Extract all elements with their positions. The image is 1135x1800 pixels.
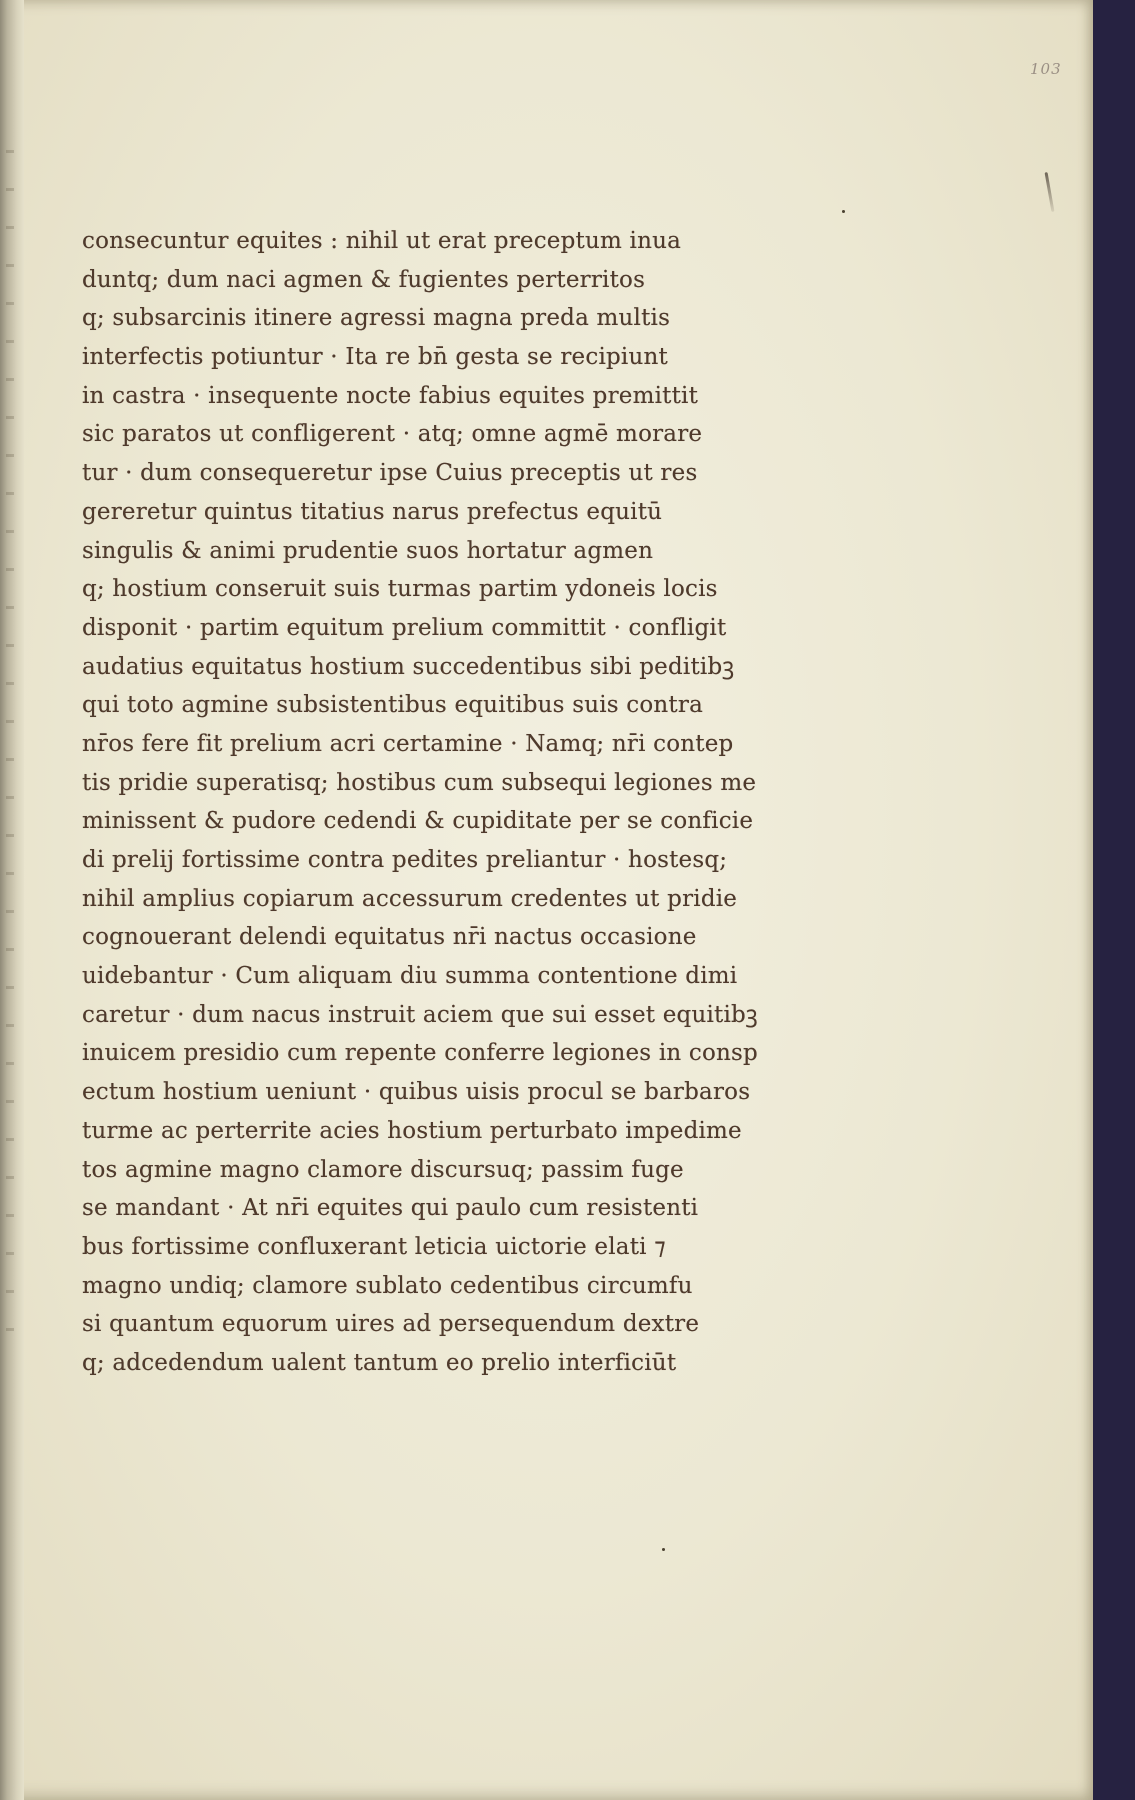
gutter-edge	[6, 150, 14, 1360]
text-line: tis pridie superatisq; hostibus cum subsequi legiones me	[82, 769, 757, 796]
text-line: tos agmine magno clamore discursuq; passim fuge	[82, 1156, 684, 1183]
text-line: sic paratos ut confligerent · atq; omne agmē morare	[82, 421, 703, 448]
text-line: minissent & pudore cedendi & cupiditate per se conficie	[82, 808, 754, 835]
text-line: interfectis potiuntur · Ita re bn̄ gesta se recipiunt	[82, 344, 668, 371]
text-line: qui toto agmine subsistentibus equitibus suis contra	[82, 692, 703, 719]
text-line: consecuntur equites : nihil ut erat preceptum inua	[82, 228, 682, 254]
text-line: uidebantur · Cum aliquam diu summa contentione dimi	[82, 963, 738, 990]
text-line: disponit · partim equitum prelium committit · confligit	[82, 614, 727, 641]
text-line: tur · dum consequeretur ipse Cuius preceptis ut res	[82, 460, 698, 487]
text-line: ectum hostium ueniunt · quibus uisis procul se barbaros	[82, 1079, 751, 1106]
text-line: audatius equitatus hostium succedentibus sibi peditibꝫ	[82, 653, 735, 680]
text-line: gereretur quintus titatius narus prefectus equitū	[82, 498, 663, 525]
text-line: duntq; dum naci agmen & fugientes perterritos	[82, 266, 646, 293]
text-line: si quantum equorum uires ad persequendum dextre	[82, 1311, 700, 1338]
text-line: cognouerant delendi equitatus nr̄i nactus occasione	[82, 924, 697, 951]
text-line: nihil amplius copiarum accessurum credentes ut pridie	[82, 885, 738, 912]
text-line: q; hostium conseruit suis turmas partim ydoneis locis	[82, 576, 718, 603]
text-line: caretur · dum nacus instruit aciem que sui esset equitibꝫ	[82, 1001, 758, 1028]
folio-number: 103	[1030, 60, 1062, 78]
page-gutter	[0, 0, 24, 1800]
manuscript-text	[82, 222, 842, 1383]
text-line: se mandant · At nr̄i equites qui paulo cum resistenti	[82, 1195, 699, 1222]
text-line: q; subsarcinis itinere agressi magna preda multis	[82, 305, 671, 332]
ink-speck	[842, 210, 845, 213]
ink-speck	[662, 1548, 665, 1551]
margin-mark	[1045, 172, 1055, 212]
text-line: nr̄os fere fit prelium acri certamine · Namq; nr̄i contep	[82, 730, 734, 757]
text-line: di prelij fortissime contra pedites preliantur · hostesq;	[82, 847, 728, 873]
text-line: q; adcedendum ualent tantum eo prelio interficiūt	[82, 1349, 677, 1376]
text-line: magno undiq; clamore sublato cedentibus circumfu	[82, 1272, 693, 1299]
text-line: bus fortissime confluxerant leticia uictorie elati ⁊	[82, 1233, 666, 1260]
text-line: singulis & animi prudentie suos hortatur agmen	[82, 537, 654, 564]
text-line: turme ac perterrite acies hostium perturbato impedime	[82, 1117, 742, 1144]
text-line: inuicem presidio cum repente conferre legiones in consp	[82, 1040, 758, 1067]
text-line: in castra · insequente nocte fabius equites premittit	[82, 382, 699, 409]
